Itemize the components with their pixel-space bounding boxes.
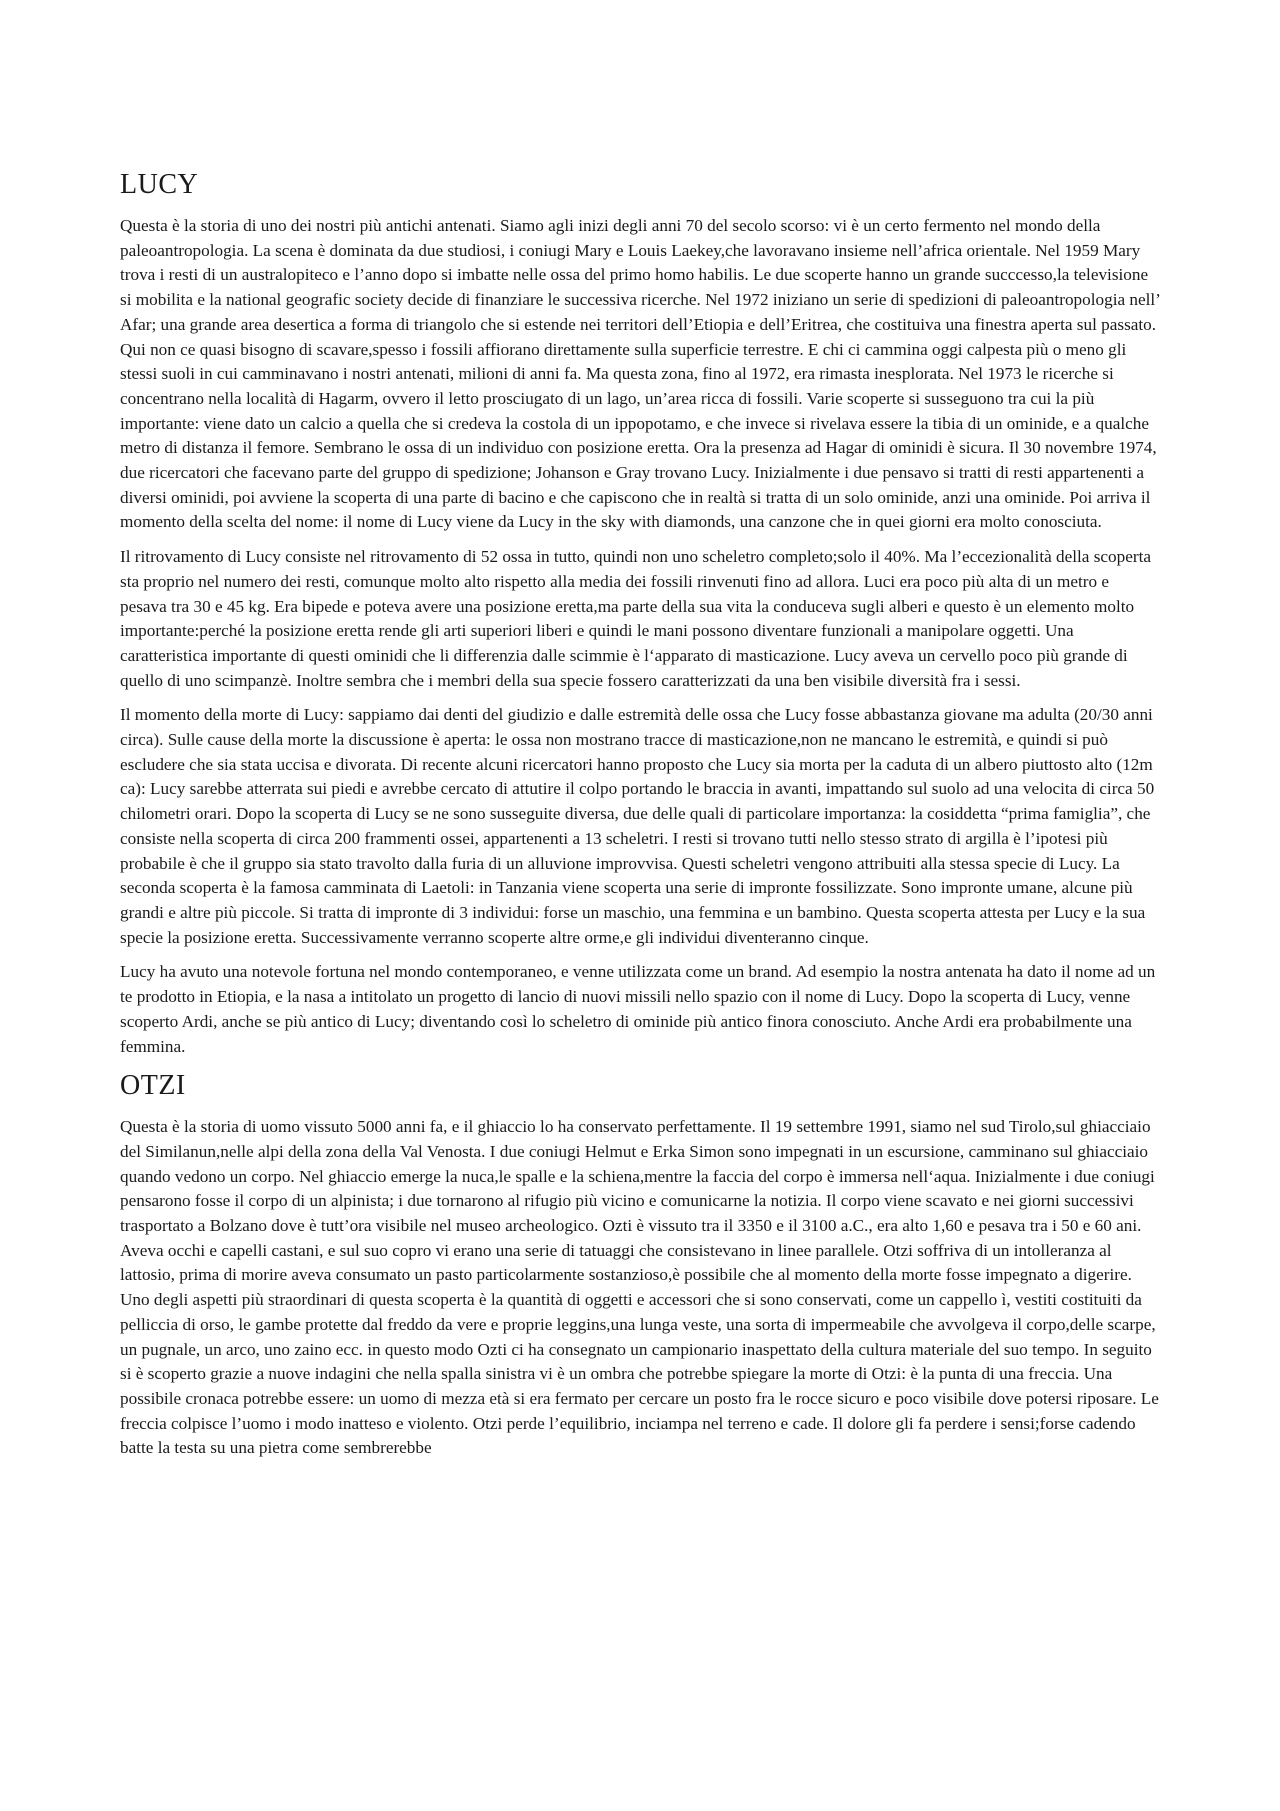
document-page: [120, 160, 1160, 1471]
section-heading-otzi: OTZI: [120, 1070, 186, 1102]
paragraph: Lucy ha avuto una notevole fortuna nel mondo contemporaneo, e venne utilizzata come un brand. Ad esempio la nostra antenata ha dato il nome ad un te prodotto in Etiopia, e la nasa a intitolato un progetto di lancio di nuovi missili nello spazio con il nome di Lucy. Dopo la scoperta di Lucy, venne scoperto Ardi, anche se più antico di Lucy; diventando così lo scheletro di ominide più antico finora conosciuto. Anche Ardi era probabilmente una femmina.: [120, 962, 1156, 1056]
paragraph: Questa è la storia di uno dei nostri più antichi antenati. Siamo agli inizi degli anni 70 del secolo scorso: vi è un certo fermento nel mondo della paleoantropologia. La scena è dominata da due studiosi, i coniugi Mary e Louis Laekey,che lavoravano insieme nell’africa orientale. Nel 1959 Mary trova i resti di un australopiteco e l’anno dopo si imbatte nelle ossa del primo homo habilis. Le due scoperte hanno un grande succcesso,la televisione si mobilita e la national geografic society decide di finanziare le successiva ricerche. Nel 1972 iniziano un serie di spedizioni di paleoantropologia nell’ Afar; una grande area desertica a forma di triangolo che si estende nei territori dell’Etiopia e dell’Eritrea, che costituiva una finestra aperta sul passato. Qui non ce quasi bisogno di scavare,spesso i fossili affiorano direttamente sulla superficie terrestre. E chi ci cammina oggi calpesta più o meno gli stessi suoli in cui camminavano i nostri antenati, milioni di anni fa. Ma questa zona, fino al 1972, era rimasta inesplorata. Nel 1973 le ricerche si concentrano nella località di Hagarm, ovvero il letto prosciugato di un lago, un’area ricca di fossili. Varie scoperte si susseguono tra cui la più importante: viene dato un calcio a quella che si credeva la costola di un ippopotamo, e che invece si rivelava essere la tibia di un ominide, e a qualche metro di distanza il femore. Sembrano le ossa di un individuo con posizione eretta. Ora la presenza ad Hagar di ominidi è sicura. Il 30 novembre 1974, due ricercatori che facevano parte del gruppo di spedizione; Johanson e Gray trovano Lucy. Inizialmente i due pensavo si tratti di resti appartenenti a diversi ominidi, poi avviene la scoperta di una parte di bacino e che capiscono che in realtà si tratta di un solo ominide, anzi una ominide. Poi arriva il momento della scelta del nome: il nome di Lucy viene da Lucy in the sky with diamonds, una canzone che in quei giorni era molto conosciuta.: [120, 216, 1160, 532]
section-heading-lucy: LUCY: [120, 169, 199, 200]
section-otzi: [120, 1069, 1160, 1461]
paragraph: Questa è la storia di uomo vissuto 5000 anni fa, e il ghiaccio lo ha conservato perfettamente. Il 19 settembre 1991, siamo nel sud Tirolo,sul ghiacciaio del Similanun,nelle alpi della zona della Val Venosta. I due coniugi Helmut e Erka Simon sono impegnati in un escursione, camminano sul ghiacciaio quando vedono un corpo. Nel ghiaccio emerge la nuca,le spalle e la schiena,mentre la faccia del corpo è immersa nell‘aqua. Inizialmente i due coniugi pensarono fosse il corpo di un alpinista; i due tornarono al rifugio più vicino e comunicarne la notizia. Il corpo viene scavato e nei giorni successivi trasportato a Bolzano dove è tutt’ora visibile nel museo archeologico. Ozti è vissuto tra il 3350 e il 3100 a.C., era alto 1,60 e pesava tra i 50 e 60 ani. Aveva occhi e capelli castani, e sul suo copro vi erano una serie di tatuaggi che consistevano in linee parallele. Otzi soffriva di un intolleranza al lattosio, prima di morire aveva consumato un pasto particolarmente sostanzioso,è possibile che al momento della morte fosse impegnato a digerire. Uno degli aspetti più straordinari di questa scoperta è la quantità di oggetti e accessori che si sono conservati, come un cappello ì, vestiti costituiti da pelliccia di orso, le gambe protette dal freddo da vere e proprie leggins,una lunga veste, una sorta di impermeabile che avvolgeva il corpo,delle scarpe, un pugnale, un arco, uno zaino ecc. in questo modo Ozti ci ha consegnato un campionario inaspettato della cultura materiale del suo tempo. In seguito si è scoperto grazie a nuove indagini che nella spalla sinistra vi è un ombra che potrebbe spiegare la morte di Otzi: è la punta di una freccia. Una possibile cronaca potrebbe essere: un uomo di mezza età si era fermato per cercare un posto fra le rocce sicuro e poco visibile dove potersi riposare. Le freccia colpisce l’uomo i modo inatteso e violento. Otzi perde l’equilibrio, inciampa nel terreno e cade. Il dolore gli fa perdere i sensi;forse cadendo batte la testa su una pietra come sembrerebbe: [120, 1117, 1159, 1458]
paragraph: Il ritrovamento di Lucy consiste nel ritrovamento di 52 ossa in tutto, quindi non uno scheletro completo;solo il 40%. Ma l’eccezionalità della scoperta sta proprio nel numero dei resti, comunque molto alto rispetto alla media dei fossili rinvenuti fino ad allora. Luci era poco più alta di un metro e pesava tra 30 e 45 kg. Era bipede e poteva avere una posizione eretta,ma parte della sua vita la conduceva sugli alberi e questo è un elemento molto importante:perché la posizione eretta rende gli arti superiori liberi e quindi le mani possono diventare funzionali a manipolare oggetti. Una caratteristica importante di questi ominidi che li differenzia dalle scimmie è l‘apparato di masticazione. Lucy aveva un cervello poco più grande di quello di uno scimpanzè. Inoltre sembra che i membri della sua specie fossero caratterizzati da una ben visibile diversità fra i sessi.: [120, 547, 1151, 690]
section-lucy: [120, 168, 1160, 1059]
paragraph: Il momento della morte di Lucy: sappiamo dai denti del giudizio e dalle estremità delle ossa che Lucy fosse abbastanza giovane ma adulta (20/30 anni circa). Sulle cause della morte la discussione è aperta: le ossa non mostrano tracce di masticazione,non ne mancano le estremità, e quindi si può escludere che sia stata uccisa e divorata. Di recente alcuni ricercatori hanno proposto che Lucy sia morta per la caduta di un albero piuttosto alto (12m ca): Lucy sarebbe atterrata sui piedi e avrebbe cercato di attutire il colpo portando le braccia in avanti, impattando sul suolo ad una velocita di circa 50 chilometri orari. Dopo la scoperta di Lucy se ne sono susseguite diversa, due delle quali di particolare importanza: la cosiddetta “prima famiglia”, che consiste nella scoperta di circa 200 frammenti ossei, appartenenti a 13 scheletri. I resti si trovano tutti nello stesso strato di argilla è l’ipotesi più probabile è che il gruppo sia stato travolto dalla furia di un alluvione improvvisa. Questi scheletri vengono attribuiti alla stessa specie di Lucy. La seconda scoperta è la famosa camminata di Laetoli: in Tanzania viene scoperta una serie di impronte fossilizzate. Sono impronte umane, alcune più grandi e altre più piccole. Si tratta di impronte di 3 individui: forse un maschio, una femmina e un bambino. Questa scoperta attesta per Lucy e la sua specie la posizione eretta. Successivamente verranno scoperte altre orme,e gli individui diventeranno cinque.: [120, 705, 1155, 947]
